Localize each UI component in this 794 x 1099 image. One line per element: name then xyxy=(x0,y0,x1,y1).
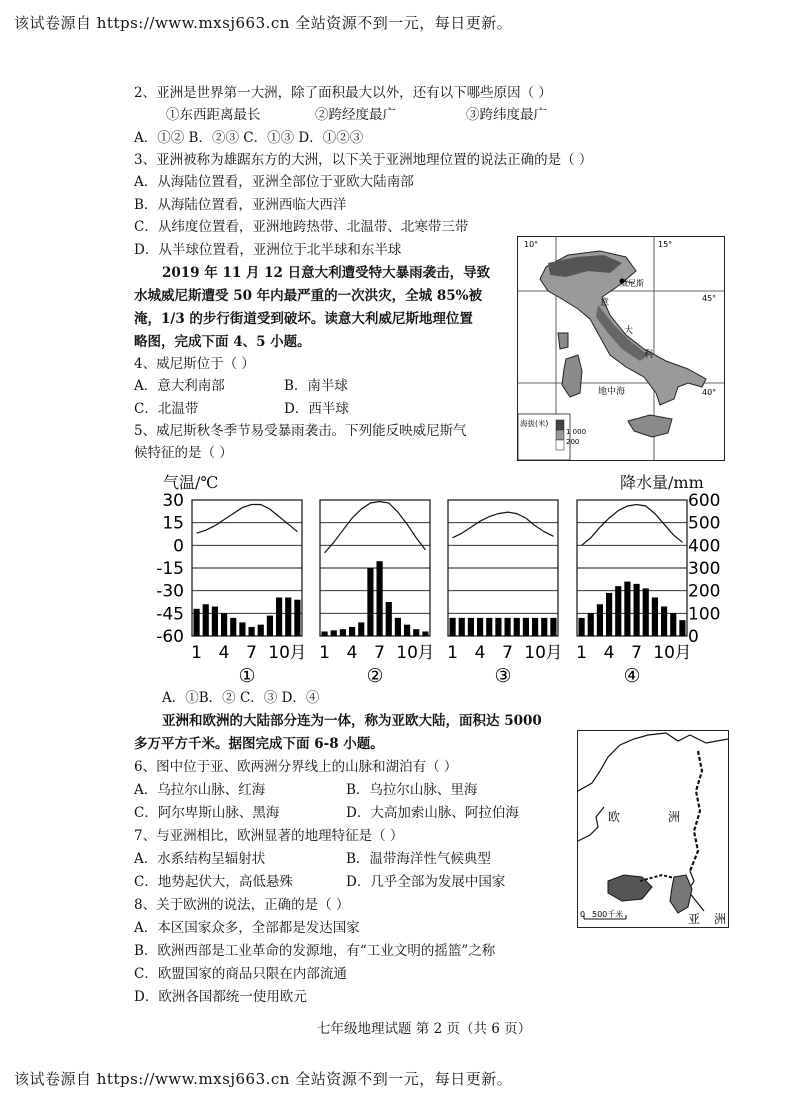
europe-map xyxy=(577,730,729,928)
chart-1-month-tick-0: 1 xyxy=(191,643,202,663)
precip-tick-3: 300 xyxy=(688,559,721,579)
chart-4-month-tick-2: 7 xyxy=(631,643,642,663)
chart-1-month-tick-1: 4 xyxy=(218,643,230,663)
chart-2-bar-8 xyxy=(386,602,392,636)
chart-4-bar-9 xyxy=(652,597,658,636)
q8-stem: 8、关于欧洲的说法，正确的是（ ） xyxy=(134,897,350,913)
chart-3-bar-8 xyxy=(514,618,520,636)
chart-3-bar-6 xyxy=(495,618,501,636)
lat-label-40: 40° xyxy=(702,388,717,397)
temp-tick-5: -45 xyxy=(156,604,184,625)
chart-4-month-tick-4: 月 xyxy=(674,643,692,663)
lat-label-45: 45° xyxy=(702,294,717,303)
chart-4-bar-4 xyxy=(606,593,612,636)
q7-option-c: C．地势起伏大，高低悬殊 xyxy=(134,874,293,890)
temp-tick-4: -30 xyxy=(156,581,184,602)
chart-3-title: ③ xyxy=(494,665,512,687)
chart-2-month-tick-1: 4 xyxy=(346,643,358,663)
legend-swatch-high xyxy=(556,420,564,430)
q3-option-b: B．从海陆位置看，亚洲西临大西洋 xyxy=(134,197,347,213)
scale-zero: 0 xyxy=(580,910,586,919)
chart-3-bar-11 xyxy=(541,618,547,636)
chart-2-bar-4 xyxy=(349,627,355,636)
chart-3-bar-4 xyxy=(477,618,483,636)
north-coast xyxy=(578,733,728,791)
chart-4-bar-3 xyxy=(597,604,603,636)
precip-tick-2: 400 xyxy=(688,536,721,557)
chart-1-bar-1 xyxy=(194,609,200,636)
chart-3-month-tick-3: 10 xyxy=(524,643,546,663)
chart-3-bar-9 xyxy=(523,618,529,636)
header-banner: 该试卷源自 https://www.mxsj663.cn 全站资源不到一元，每日更新。 xyxy=(14,14,513,32)
chart-1-month-tick-2: 7 xyxy=(246,643,257,663)
q4-option-b: B．南半球 xyxy=(284,378,348,394)
chart-2-month-tick-3: 10 xyxy=(396,643,418,663)
q3-option-a: A．从海陆位置看，亚洲全部位于亚欧大陆南部 xyxy=(134,174,414,190)
chart-2-bar-9 xyxy=(395,618,401,636)
asia-label-2: 洲 xyxy=(714,912,727,926)
sicily xyxy=(628,415,672,437)
page-footer: 七年级地理试题 第 2 页（共 6 页） xyxy=(317,1021,532,1037)
chart-4-bar-11 xyxy=(670,613,676,636)
chart-2-bar-10 xyxy=(404,625,410,636)
europe-label-2: 洲 xyxy=(668,810,681,824)
precip-tick-6: 0 xyxy=(688,627,699,647)
q2-stem: 2、亚洲是世界第一大洲，除了面积最大以外，还有以下哪些原因（ ） xyxy=(134,85,552,101)
legend-title: 海拔(米) xyxy=(520,419,549,428)
corsica xyxy=(558,333,568,349)
q5-choices: A．①B．② C．③ D．④ xyxy=(162,690,320,706)
chart-3-month-tick-0: 1 xyxy=(447,643,458,663)
precip-tick-1: 500 xyxy=(688,513,721,534)
q6-option-d: D．大高加索山脉、阿拉伯海 xyxy=(346,805,519,821)
chart-2-bar-12 xyxy=(422,631,428,636)
q8-option-a: A．本区国家众多，全部都是发达国家 xyxy=(134,920,360,936)
chart-1-temp-line xyxy=(197,505,298,534)
q7-option-b: B．温带海洋性气候典型 xyxy=(346,851,491,867)
chart-4-month-tick-0: 1 xyxy=(576,643,587,663)
chart-4-bar-7 xyxy=(634,584,640,636)
q7-option-a: A．水系结构呈辐射状 xyxy=(134,851,266,867)
temp-tick-1: 15 xyxy=(162,513,184,534)
q5-line1: 5、威尼斯秋冬季节易受暴雨袭击。下列能反映威尼斯气 xyxy=(134,423,467,439)
chart-3-bar-3 xyxy=(468,618,474,636)
venice-label: 威尼斯 xyxy=(620,279,644,288)
precip-tick-4: 200 xyxy=(688,581,721,602)
chart-1-bar-2 xyxy=(203,604,209,636)
chart-1-bar-10 xyxy=(276,597,282,636)
chart-1-bar-3 xyxy=(212,607,218,636)
caspian-sea xyxy=(670,875,692,913)
chart-3-month-tick-2: 7 xyxy=(502,643,513,663)
chart-2-bar-11 xyxy=(413,629,419,636)
west-coast xyxy=(578,807,604,841)
chart-2-bar-6 xyxy=(367,568,373,636)
chart-2-month-tick-2: 7 xyxy=(374,643,385,663)
chart-3-bar-1 xyxy=(450,618,456,636)
q6-option-a: A．乌拉尔山脉、红海 xyxy=(134,782,266,798)
chart-3-temp-line xyxy=(453,512,554,538)
chart-4-month-tick-3: 10 xyxy=(653,643,675,663)
temp-tick-3: -15 xyxy=(156,559,184,579)
q2-option-3: ③跨纬度最广 xyxy=(466,107,547,123)
intro68-line1: 亚洲和欧洲的大陆部分连为一体，称为亚欧大陆，面积达 5000 xyxy=(162,713,542,729)
q2-option-1: ①东西距离最长 xyxy=(166,107,261,123)
caucasus-line xyxy=(640,875,678,881)
chart-2-title: ② xyxy=(366,665,384,687)
intro45-line1: 2019 年 11 月 12 日意大利遭受特大暴雨袭击，导致 xyxy=(162,265,491,281)
q5-line2: 候特征的是（ ） xyxy=(134,445,233,461)
chart-4-bar-2 xyxy=(588,613,594,636)
chart-2-bar-2 xyxy=(331,630,337,636)
footer-banner: 该试卷源自 https://www.mxsj663.cn 全站资源不到一元，每日更新。 xyxy=(14,1070,513,1088)
intro45-line3: 淹，1/3 的步行街道受到破坏。读意大利威尼斯地理位置 xyxy=(134,311,473,327)
europe-map-svg xyxy=(578,731,728,927)
q8-option-b: B．欧洲西部是工业革命的发源地，有“工业文明的摇篮”之称 xyxy=(134,943,496,959)
intro45-line4: 略图，完成下面 4、5 小题。 xyxy=(134,334,311,350)
q8-option-d: D．欧洲各国都统一使用欧元 xyxy=(134,989,307,1005)
temp-axis-label: 气温/℃ xyxy=(163,473,219,492)
chart-3-month-tick-4: 月 xyxy=(545,643,563,663)
chart-2-bar-5 xyxy=(358,622,364,636)
q7-option-d: D．几乎全部为发展中国家 xyxy=(346,874,506,890)
precip-tick-0: 600 xyxy=(688,491,721,511)
q6-option-c: C．阿尔卑斯山脉、黑海 xyxy=(134,805,280,821)
italy-map xyxy=(517,236,725,461)
intro68-line2: 多万平方千米。据图完成下面 6-8 小题。 xyxy=(134,736,384,752)
chart-4-bar-6 xyxy=(624,582,630,636)
legend-value-200: 200 xyxy=(566,438,580,446)
chart-3-month-tick-1: 4 xyxy=(474,643,486,663)
chart-1-bar-12 xyxy=(294,600,300,636)
q2-choices: A．①② B．②③ C．①③ D．①②③ xyxy=(134,130,364,146)
precip-axis-label: 降水量/mm xyxy=(620,473,704,492)
sea-label: 地中海 xyxy=(598,387,626,397)
chart-1-bar-5 xyxy=(230,618,236,636)
chart-1-bar-7 xyxy=(249,627,255,636)
q8-option-c: C．欧盟国家的商品只限在内部流通 xyxy=(134,966,347,982)
q3-option-c: C．从纬度位置看，亚洲地跨热带、北温带、北寒带三带 xyxy=(134,219,469,235)
scale-label: 500千米 xyxy=(592,910,624,919)
country-char-3: 利 xyxy=(644,350,654,360)
ural-line xyxy=(690,751,702,871)
chart-4-bar-1 xyxy=(579,618,585,636)
chart-1-month-tick-3: 10 xyxy=(268,643,290,663)
sardinia xyxy=(562,355,582,397)
country-char-1: 意 xyxy=(600,298,610,308)
q6-option-b: B．乌拉尔山脉、里海 xyxy=(346,782,478,798)
chart-4-bar-10 xyxy=(661,607,667,636)
temp-tick-2: 0 xyxy=(173,536,184,557)
asia-label-1: 亚 xyxy=(688,912,701,926)
q4-option-d: D．西半球 xyxy=(284,401,349,417)
chart-2-bar-3 xyxy=(340,629,346,636)
chart-3-bar-10 xyxy=(532,618,538,636)
chart-4-bar-8 xyxy=(643,588,649,636)
chart-2-month-tick-0: 1 xyxy=(319,643,330,663)
chart-4-temp-line xyxy=(582,505,683,546)
country-char-2: 大 xyxy=(624,326,634,336)
q7-stem: 7、与亚洲相比，欧洲显著的地理特征是（ ） xyxy=(134,828,404,844)
chart-1-bar-11 xyxy=(285,597,291,636)
lon-label-10: 10° xyxy=(524,240,539,249)
chart-1-bar-4 xyxy=(221,613,227,636)
q2-option-2: ②跨经度最广 xyxy=(315,107,396,123)
q4-stem: 4、威尼斯位于（ ） xyxy=(134,356,255,372)
chart-3-bar-2 xyxy=(459,618,465,636)
q4-option-a: A．意大利南部 xyxy=(134,378,225,394)
q3-stem: 3、亚洲被称为雄踞东方的大洲，以下关于亚洲地理位置的说法正确的是（ ） xyxy=(134,152,593,168)
chart-4-bar-5 xyxy=(615,586,621,636)
legend-swatch-low xyxy=(556,440,564,450)
chart-3-bar-7 xyxy=(505,618,511,636)
chart-4-month-tick-1: 4 xyxy=(603,643,615,663)
europe-label-1: 欧 xyxy=(608,810,621,824)
precip-tick-5: 100 xyxy=(688,604,721,625)
climate-charts xyxy=(140,491,721,688)
chart-2-bar-1 xyxy=(322,631,328,636)
q6-stem: 6、图中位于亚、欧两洲分界线上的山脉和湖泊有（ ） xyxy=(134,759,458,775)
q3-option-d: D．从半球位置看，亚洲位于北半球和东半球 xyxy=(134,242,402,258)
chart-1-title: ① xyxy=(238,665,256,687)
temp-tick-6: -60 xyxy=(156,627,184,647)
chart-3-bar-5 xyxy=(486,618,492,636)
chart-4-bar-12 xyxy=(679,620,685,636)
chart-1-bar-9 xyxy=(267,616,273,636)
chart-1-bar-6 xyxy=(239,622,245,636)
chart-3-bar-12 xyxy=(550,618,556,636)
q4-option-c: C．北温带 xyxy=(134,401,199,417)
chart-1-bar-8 xyxy=(258,625,264,636)
chart-2-month-tick-4: 月 xyxy=(417,643,435,663)
chart-4-title: ④ xyxy=(623,665,641,687)
chart-1-month-tick-4: 月 xyxy=(289,643,307,663)
italy-map-svg xyxy=(518,237,724,460)
temp-tick-0: 30 xyxy=(162,491,184,511)
legend-value-1000: 1 000 xyxy=(566,428,587,436)
lon-label-15: 15° xyxy=(658,240,673,249)
legend-swatch-mid xyxy=(556,430,564,440)
intro45-line2: 水城威尼斯遭受 50 年内最严重的一次洪灾，全城 85%被 xyxy=(134,288,483,304)
chart-2-bar-7 xyxy=(377,561,383,636)
